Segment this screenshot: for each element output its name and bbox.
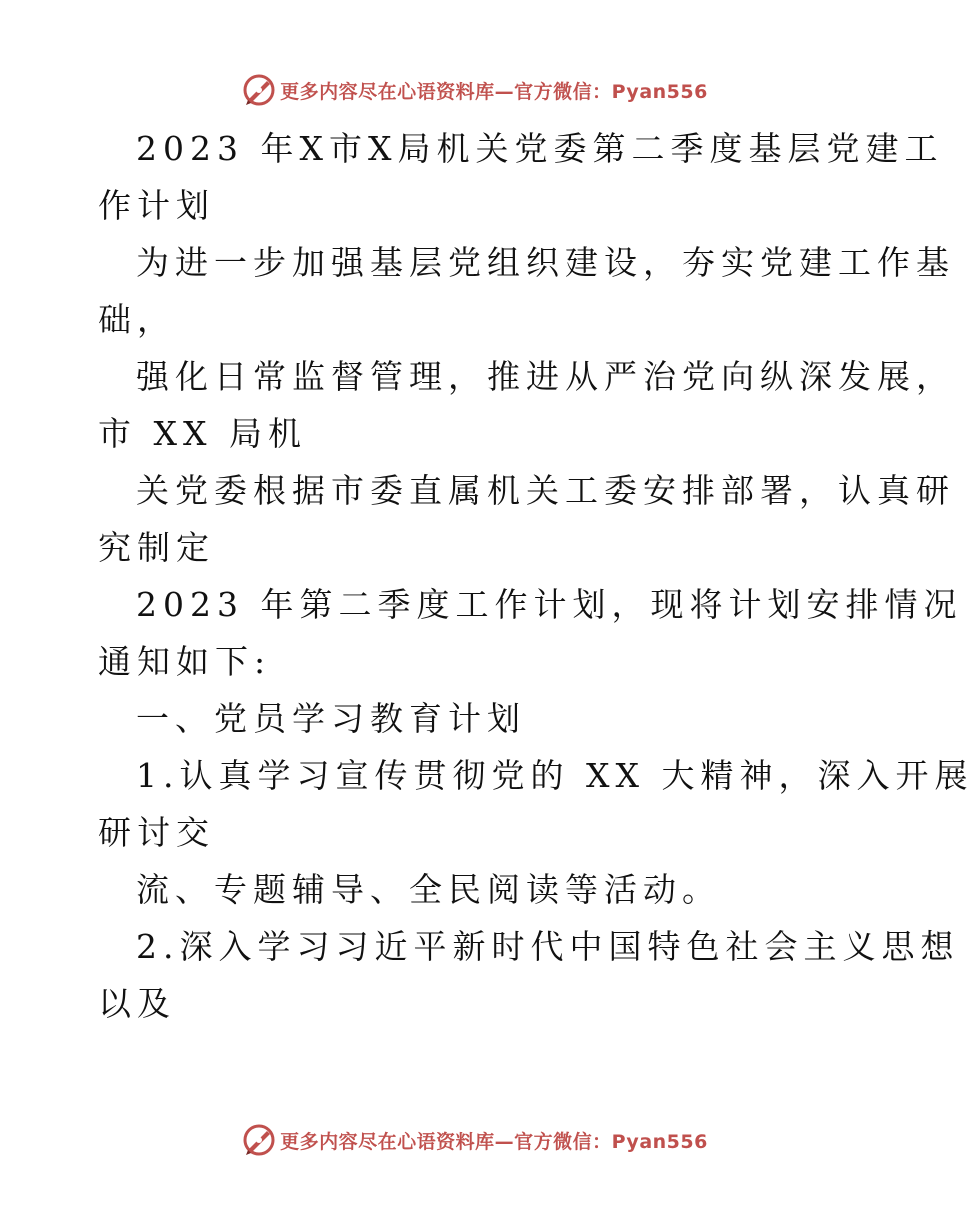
doc-paragraph-line: 通知如下:	[98, 642, 272, 681]
doc-paragraph-line: 强化日常监督管理，推进从严治党向纵深发展，	[136, 357, 955, 396]
doc-list-item-line: 流、专题辅导、全民阅读等活动。	[136, 870, 721, 909]
header-watermark	[0, 70, 950, 110]
doc-paragraph-line: 2023 年第二季度工作计划，现将计划安排情况	[136, 585, 963, 624]
doc-title-line-2: 作计划	[98, 186, 215, 225]
pen-logo-icon	[242, 1123, 276, 1157]
footer-watermark	[0, 1120, 950, 1160]
doc-list-item-line: 以及	[98, 984, 176, 1023]
footer-watermark-text: 更多内容尽在心语资料库—官方微信：Pyan556	[280, 1130, 708, 1153]
doc-section-heading: 一、党员学习教育计划	[136, 699, 526, 738]
doc-list-item-line: 1.认真学习宣传贯彻党的 XX 大精神，深入开展	[136, 756, 973, 795]
header-watermark-text: 更多内容尽在心语资料库—官方微信：Pyan556	[280, 80, 708, 103]
doc-paragraph-line: 市 XX 局机	[98, 414, 307, 453]
doc-paragraph-line: 究制定	[98, 528, 215, 567]
doc-list-item-line: 研讨交	[98, 813, 215, 852]
doc-title-line-1: 2023 年X市X局机关党委第二季度基层党建工	[136, 129, 944, 168]
doc-paragraph-line: 础，	[98, 300, 176, 339]
pen-logo-icon	[242, 73, 276, 107]
doc-paragraph-line: 为进一步加强基层党组织建设，夯实党建工作基	[136, 243, 955, 282]
doc-paragraph-line: 关党委根据市委直属机关工委安排部署，认真研	[136, 471, 955, 510]
document-body	[98, 120, 973, 1032]
doc-list-item-line: 2.深入学习习近平新时代中国特色社会主义思想	[136, 927, 960, 966]
